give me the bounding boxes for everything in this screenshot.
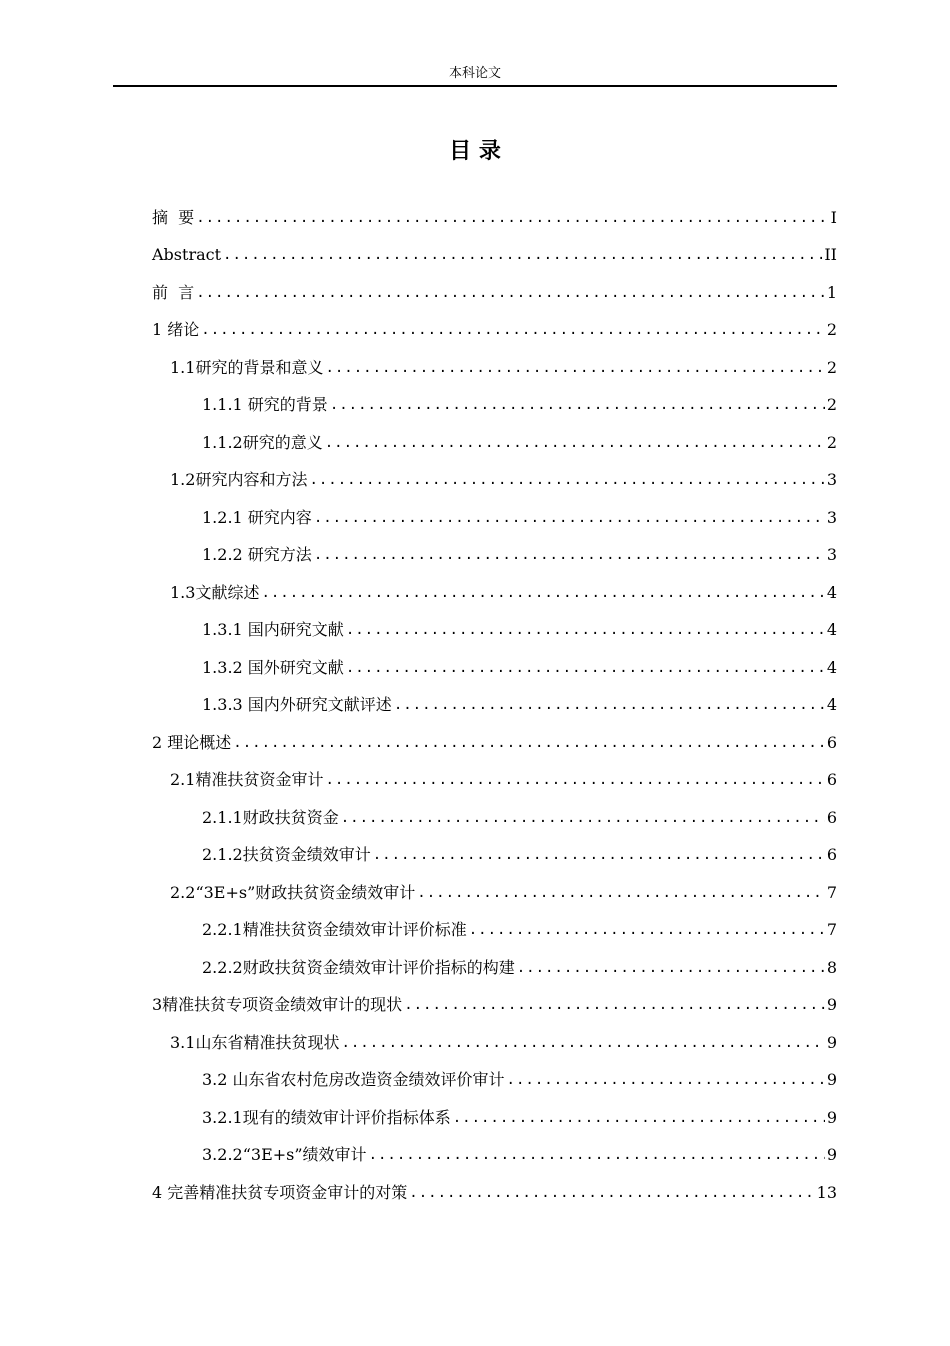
toc-page-number: I	[830, 207, 837, 227]
toc-entry-title: 2.1.2扶贫资金绩效审计	[202, 845, 371, 865]
toc-page-number: 2	[826, 320, 837, 340]
dot-leader	[341, 1033, 824, 1053]
toc-entry[interactable]	[0, 649, 950, 687]
toc-entry-title: 1.2.2 研究方法	[202, 545, 312, 565]
dot-leader	[330, 395, 825, 415]
dot-leader	[394, 695, 825, 715]
toc-page-number: 7	[826, 882, 837, 902]
toc-entry[interactable]	[0, 762, 950, 800]
toc-page-number: 2	[826, 357, 837, 377]
toc-page-number: 6	[826, 732, 837, 752]
toc-page-number: II	[824, 245, 837, 265]
dot-leader	[201, 320, 825, 340]
toc-entry[interactable]	[0, 499, 950, 537]
toc-entry-title: 1.3.1 国内研究文献	[202, 620, 344, 640]
toc-entry-title: 3精准扶贫专项资金绩效审计的现状	[152, 995, 403, 1015]
toc-entry-title: 1 绪论	[152, 320, 200, 340]
toc-entry[interactable]	[0, 199, 950, 237]
toc-entry-title: 1.2研究内容和方法	[170, 470, 308, 490]
toc-entry[interactable]	[0, 799, 950, 837]
dot-leader	[309, 470, 824, 490]
toc-title: 目 录	[449, 139, 501, 164]
dot-leader	[314, 508, 825, 528]
toc-entry-title: 2.1.1财政扶贫资金	[202, 807, 339, 827]
toc-page-number: 3	[826, 507, 837, 527]
toc-entry[interactable]	[0, 1062, 950, 1100]
dot-leader	[233, 733, 825, 753]
dot-leader	[346, 658, 825, 678]
toc-page-number: 9	[826, 1145, 837, 1165]
toc-entry-title: 1.1.2研究的意义	[202, 432, 323, 452]
toc-entry-title: 2.2.1精准扶贫资金绩效审计评价标准	[202, 920, 467, 940]
toc-page-number: 1	[826, 282, 837, 302]
toc-page-number: 9	[826, 1070, 837, 1090]
toc-entry-title: 3.2 山东省农村危房改造资金绩效评价审计	[202, 1070, 505, 1090]
toc-page-number: 2	[826, 432, 837, 452]
toc-entry-title: 4 完善精准扶贫专项资金审计的对策	[152, 1182, 408, 1202]
toc-page-number: 2	[826, 395, 837, 415]
dot-leader	[369, 1145, 825, 1165]
table-of-contents	[0, 199, 950, 1212]
toc-entry[interactable]	[0, 874, 950, 912]
toc-entry[interactable]	[0, 387, 950, 425]
toc-entry-title: 1.1研究的背景和意义	[170, 357, 324, 377]
toc-entry[interactable]	[0, 462, 950, 500]
toc-entry-title: 1.3文献综述	[170, 582, 260, 602]
dot-leader	[196, 283, 825, 303]
toc-entry[interactable]	[0, 1174, 950, 1212]
toc-page-number: 4	[826, 582, 837, 602]
dot-leader	[469, 920, 825, 940]
toc-entry[interactable]	[0, 612, 950, 650]
running-header: 本科论文	[448, 66, 501, 81]
toc-entry[interactable]	[0, 987, 950, 1025]
toc-entry[interactable]	[0, 237, 950, 275]
dot-leader	[453, 1108, 825, 1128]
dot-leader	[517, 958, 825, 978]
toc-entry[interactable]	[0, 949, 950, 987]
toc-entry-title: 2.2.2财政扶贫资金绩效审计评价指标的构建	[202, 957, 515, 977]
dot-leader	[404, 995, 825, 1015]
toc-page-number: 3	[826, 545, 837, 565]
toc-page-number: 4	[826, 620, 837, 640]
toc-page-number: 13	[816, 1182, 837, 1202]
toc-page-number: 4	[826, 695, 837, 715]
toc-entry-title: 1.3.2 国外研究文献	[202, 657, 344, 677]
toc-entry[interactable]	[0, 1137, 950, 1175]
dot-leader	[261, 583, 824, 603]
toc-entry-title: 前 言	[152, 282, 195, 302]
dot-leader	[373, 845, 825, 865]
toc-entry[interactable]	[0, 912, 950, 950]
toc-entry-title: 3.1山东省精准扶贫现状	[170, 1032, 340, 1052]
toc-page-number: 6	[826, 845, 837, 865]
dot-leader	[409, 1183, 814, 1203]
toc-page-number: 6	[826, 770, 837, 790]
toc-page-number: 9	[826, 1032, 837, 1052]
dot-leader	[346, 620, 825, 640]
toc-entry-title: 2.2“3E+s”财政扶贫资金绩效审计	[170, 882, 416, 902]
dot-leader	[196, 208, 828, 228]
dot-leader	[223, 245, 822, 265]
toc-entry[interactable]	[0, 424, 950, 462]
toc-entry[interactable]	[0, 837, 950, 875]
toc-page-number: 3	[826, 470, 837, 490]
toc-entry-title: Abstract	[152, 245, 222, 265]
toc-entry[interactable]	[0, 574, 950, 612]
dot-leader	[417, 883, 825, 903]
toc-entry-title: 3.2.1现有的绩效审计评价指标体系	[202, 1107, 451, 1127]
dot-leader	[341, 808, 825, 828]
dot-leader	[325, 770, 824, 790]
toc-entry[interactable]	[0, 274, 950, 312]
dot-leader	[314, 545, 825, 565]
toc-entry[interactable]	[0, 349, 950, 387]
header-rule	[113, 85, 837, 87]
toc-entry[interactable]	[0, 1024, 950, 1062]
dot-leader	[325, 358, 824, 378]
toc-entry[interactable]	[0, 687, 950, 725]
toc-page-number: 9	[826, 1107, 837, 1127]
toc-entry-title: 摘 要	[152, 207, 195, 227]
dot-leader	[507, 1070, 825, 1090]
toc-page-number: 9	[826, 995, 837, 1015]
toc-entry[interactable]	[0, 1099, 950, 1137]
toc-entry[interactable]	[0, 537, 950, 575]
toc-entry-title: 2 理论概述	[152, 732, 232, 752]
toc-entry-title: 2.1精准扶贫资金审计	[170, 770, 324, 790]
toc-entry-title: 1.2.1 研究内容	[202, 507, 312, 527]
toc-entry-title: 1.3.3 国内外研究文献评述	[202, 695, 392, 715]
toc-page-number: 8	[826, 957, 837, 977]
toc-page-number: 6	[826, 807, 837, 827]
dot-leader	[325, 433, 825, 453]
toc-entry-title: 1.1.1 研究的背景	[202, 395, 328, 415]
toc-entry[interactable]	[0, 312, 950, 350]
toc-page-number: 4	[826, 657, 837, 677]
toc-entry-title: 3.2.2“3E+s”绩效审计	[202, 1145, 367, 1165]
toc-entry[interactable]	[0, 724, 950, 762]
toc-page-number: 7	[826, 920, 837, 940]
